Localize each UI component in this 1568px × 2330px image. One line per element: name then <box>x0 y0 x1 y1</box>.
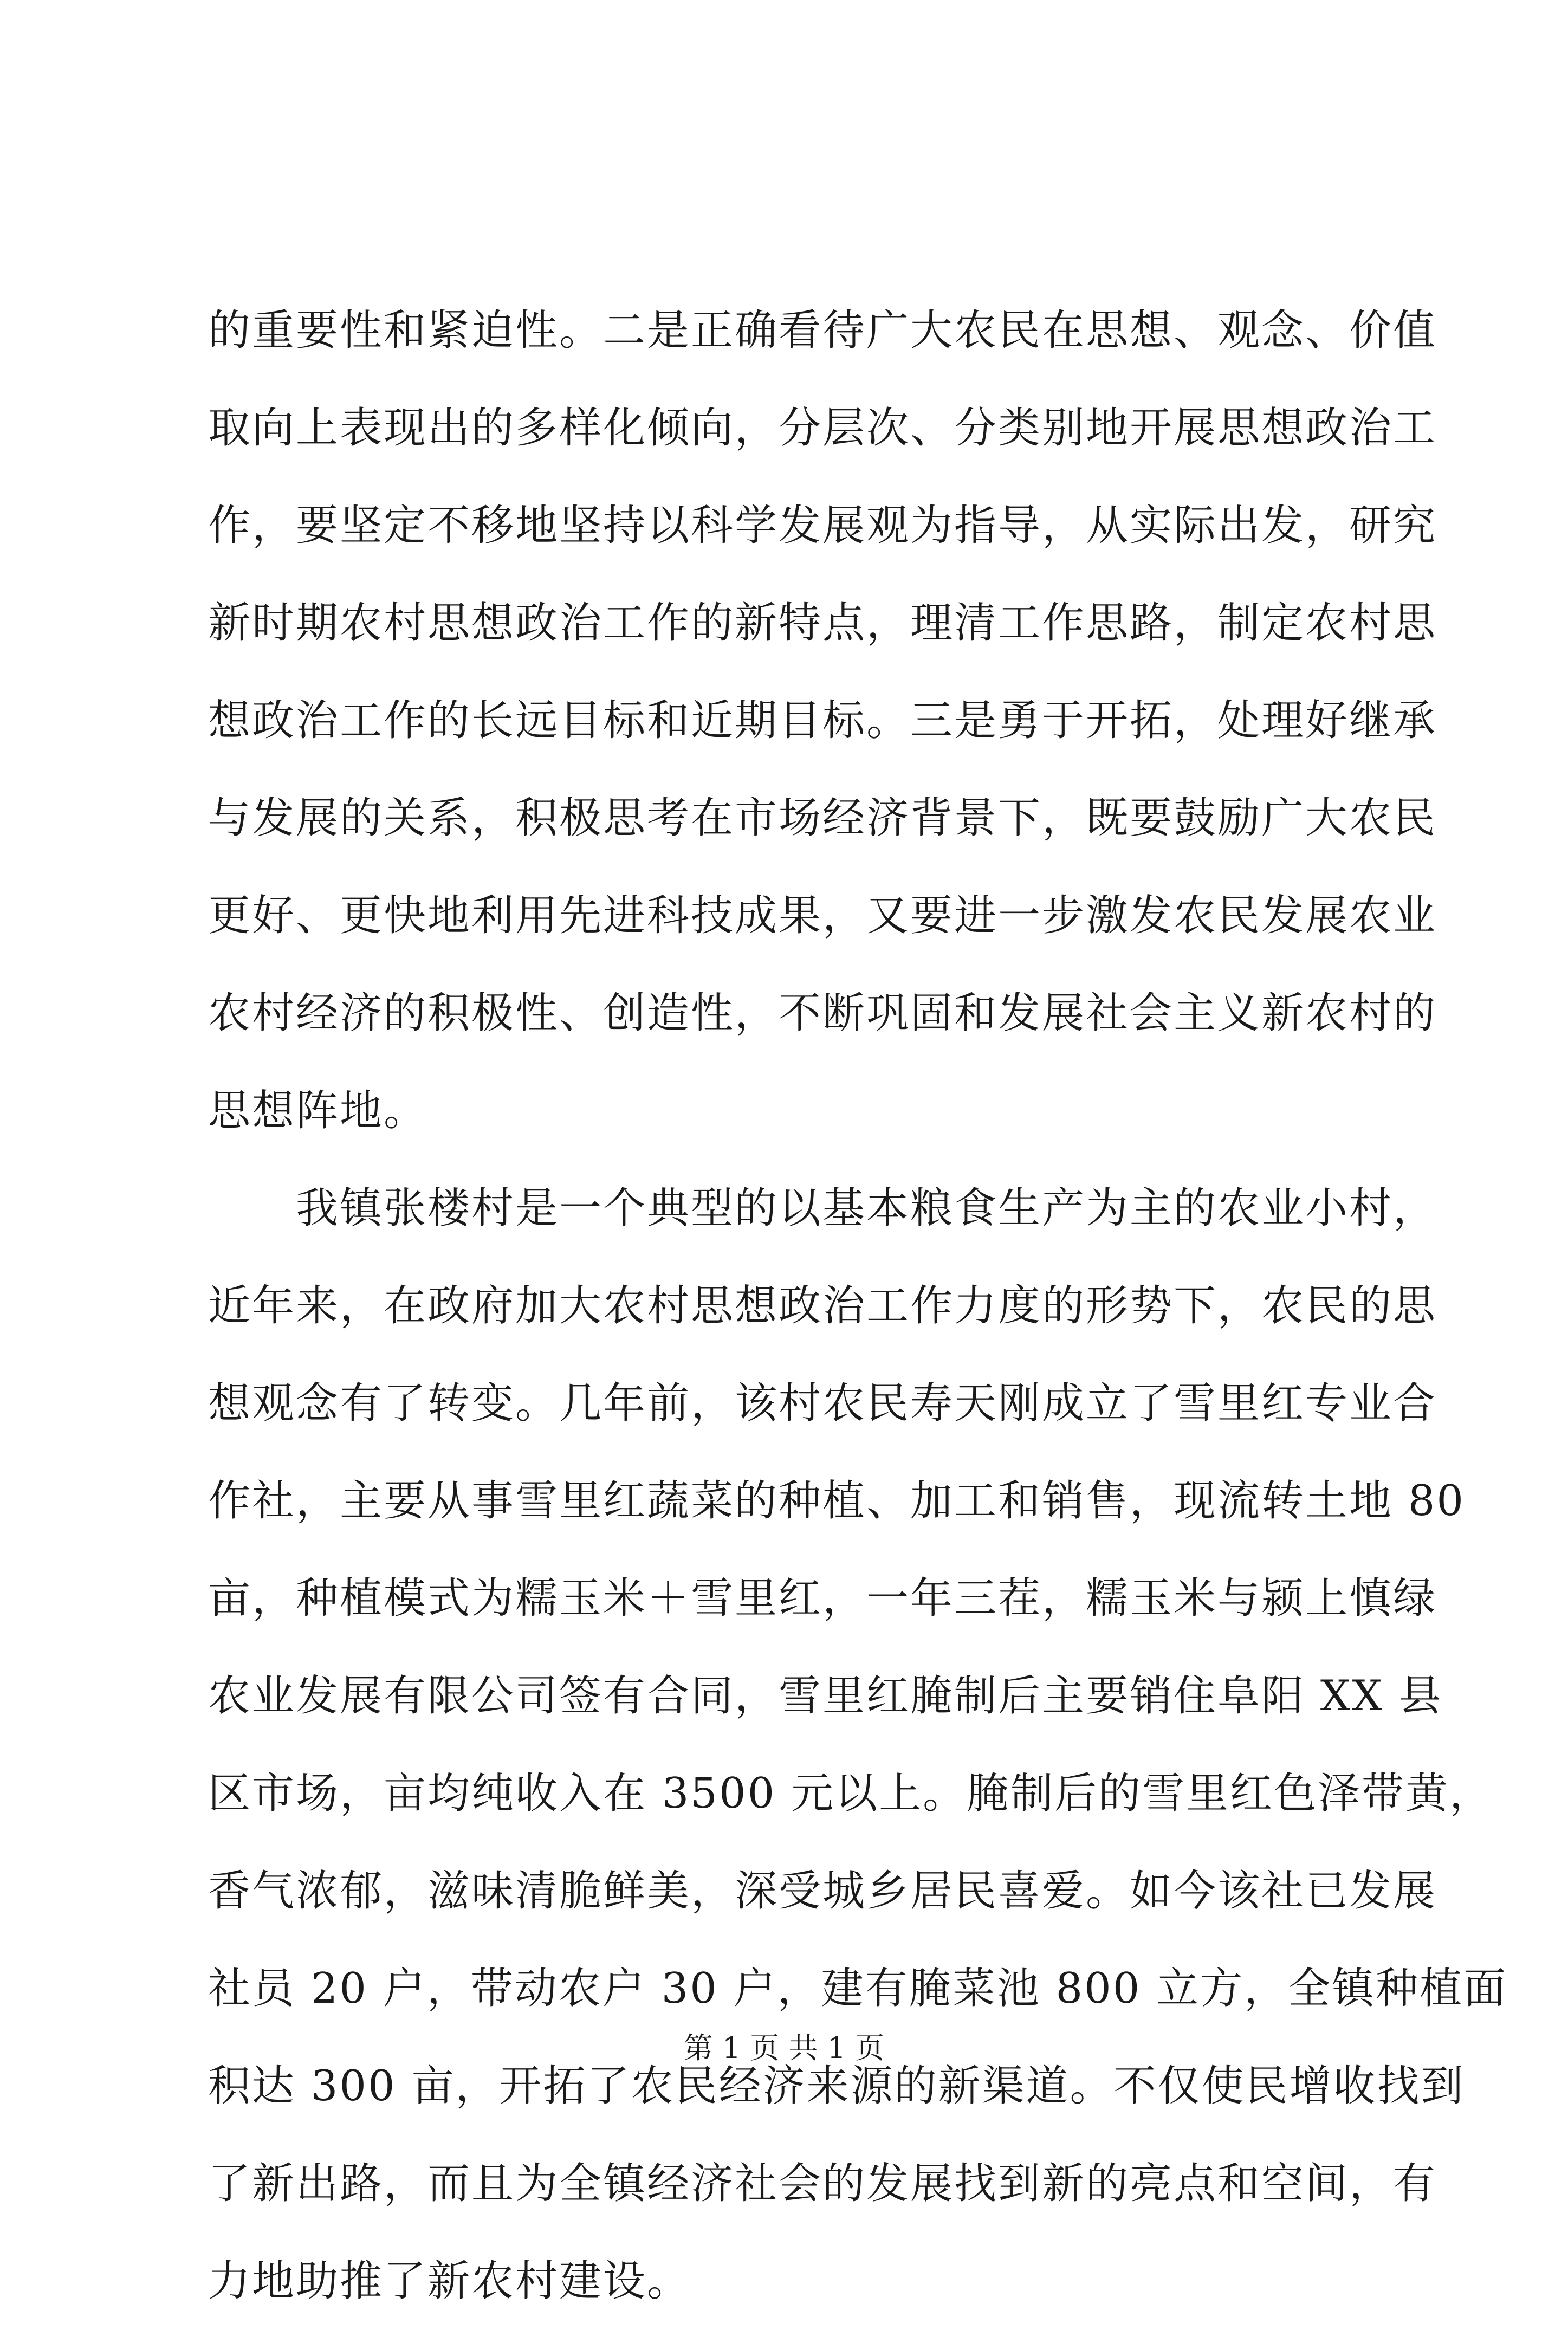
text-line: 思想阵地。 <box>208 1086 428 1135</box>
text-line: 农业发展有限公司签有合同，雪里红腌制后主要销住阜阳 XX 县 <box>208 1672 1443 1720</box>
text-line: 我镇张楼村是一个典型的以基本粮食生产为主的农业小村， <box>296 1184 1437 1233</box>
body-text <box>208 282 1508 2330</box>
text-line: 积达 300 亩，开拓了农民经济来源的新渠道。不仅使民增收找到 <box>208 2062 1465 2111</box>
page-number: 第 1 页 共 1 页 <box>683 2031 885 2065</box>
text-line: 香气浓郁，滋味清脆鲜美，深受城乡居民喜爱。如今该社已发展 <box>208 1867 1437 1915</box>
text-line: 新时期农村思想政治工作的新特点，理清工作思路，制定农村思 <box>208 599 1437 648</box>
text-line: 更好、更快地利用先进科技成果，又要进一步激发农民发展农业 <box>208 891 1437 940</box>
page-footer <box>0 2027 1568 2070</box>
text-line: 与发展的关系，积极思考在市场经济背景下，既要鼓励广大农民 <box>208 794 1437 843</box>
text-line: 区市场，亩均纯收入在 3500 元以上。腌制后的雪里红色泽带黄， <box>208 1769 1494 1818</box>
text-line: 想观念有了转变。几年前，该村农民寿天刚成立了雪里红专业合 <box>208 1379 1437 1428</box>
text-line: 的重要性和紧迫性。二是正确看待广大农民在思想、观念、价值 <box>208 306 1437 355</box>
text-line: 农村经济的积极性、创造性，不断巩固和发展社会主义新农村的 <box>208 989 1437 1038</box>
text-line: 了新出路，而且为全镇经济社会的发展找到新的亮点和空间，有 <box>208 2159 1437 2208</box>
text-line: 社员 20 户，带动农户 30 户，建有腌菜池 800 立方，全镇种植面 <box>208 1964 1508 2013</box>
text-line: 想政治工作的长远目标和近期目标。三是勇于开拓，处理好继承 <box>208 696 1437 745</box>
text-line: 近年来，在政府加大农村思想政治工作力度的形势下，农民的思 <box>208 1282 1437 1330</box>
text-line: 作，要坚定不移地坚持以科学发展观为指导，从实际出发，研究 <box>208 501 1437 550</box>
text-line: 取向上表现出的多样化倾向，分层次、分类别地开展思想政治工 <box>208 404 1437 452</box>
text-line: 亩，种植模式为糯玉米＋雪里红，一年三茬，糯玉米与颍上慎绿 <box>208 1574 1437 1623</box>
text-line: 力地助推了新农村建设。 <box>208 2257 691 2306</box>
text-line: 作社，主要从事雪里红蔬菜的种植、加工和销售，现流转土地 80 <box>208 1477 1466 1525</box>
